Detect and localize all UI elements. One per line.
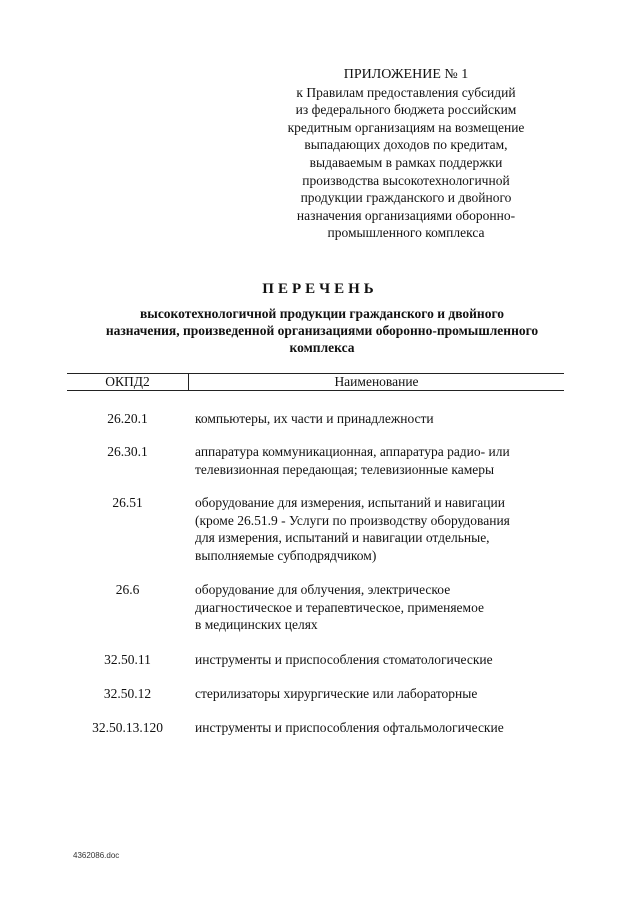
row-name-line: телевизионная передающая; телевизионные камеры — [195, 461, 495, 477]
row-name-line: инструменты и приспособления стоматологические — [195, 652, 493, 667]
row-code: 26.30.1 — [107, 444, 148, 459]
appendix-line: выдаваемым в рамках поддержки — [309, 154, 503, 170]
subtitle-line: высокотехнологичной продукции гражданского и двойного — [139, 306, 505, 321]
row-name-line: в медицинских целях — [195, 617, 318, 633]
column-header-name: Наименование — [334, 374, 419, 389]
row-name-line: инструменты и приспособления офтальмологические — [195, 720, 504, 735]
row-name — [195, 410, 564, 428]
row-code: 26.20.1 — [107, 411, 148, 426]
row-name-line: оборудование для облучения, электрическое — [195, 582, 451, 597]
row-code: 32.50.11 — [104, 652, 151, 667]
appendix-heading: ПРИЛОЖЕНИЕ № 1 — [343, 67, 469, 82]
row-code: 32.50.12 — [103, 686, 152, 701]
row-code: 32.50.13.120 — [92, 720, 163, 735]
row-name-line: диагностическое и терапевтическое, применяемое — [195, 599, 484, 615]
row-code: 26.51 — [112, 495, 143, 510]
row-name-line: компьютеры, их части и принадлежности — [195, 411, 434, 426]
appendix-line: выпадающих доходов по кредитам, — [304, 137, 508, 153]
table-header-row — [67, 373, 564, 391]
row-name-line: (кроме 26.51.9 - Услуги по производству оборудования — [195, 512, 510, 528]
appendix-line: назначения организациями оборонно- — [296, 207, 516, 223]
row-name-line: стерилизаторы хирургические или лабораторные — [195, 686, 478, 701]
row-name — [195, 443, 564, 478]
row-name-line: аппаратура коммуникационная, аппаратура радио- или — [195, 444, 510, 459]
appendix-line: продукции гражданского и двойного — [300, 190, 512, 206]
row-name-line: для измерения, испытаний и навигации отдельные, — [195, 530, 490, 546]
okpd2-table — [67, 373, 564, 735]
row-name — [195, 719, 564, 737]
document-subtitle — [62, 305, 582, 356]
column-header-code: ОКПД2 — [105, 374, 150, 389]
appendix-line: промышленного комплекса — [327, 225, 485, 241]
appendix-line: к Правилам предоставления субсидий — [296, 84, 516, 100]
row-name-line: выполняемые субподрядчиком) — [195, 547, 377, 563]
row-name-line: оборудование для измерения, испытаний и навигации — [195, 495, 505, 510]
row-name — [195, 581, 564, 634]
appendix-line: кредитным организациям на возмещение — [287, 119, 525, 135]
row-name — [195, 651, 564, 669]
document-title: ПЕРЕЧЕНЬ — [262, 281, 378, 297]
appendix-block — [268, 66, 544, 242]
file-reference: 4362086.doc — [73, 851, 120, 860]
row-code: 26.6 — [115, 582, 140, 597]
subtitle-line: назначения, произведенной организациями оборонно-промышленного — [105, 323, 539, 338]
appendix-line: производства высокотехнологичной — [302, 172, 510, 188]
subtitle-line: комплекса — [289, 340, 355, 355]
row-name — [195, 685, 564, 703]
row-name — [195, 494, 564, 564]
appendix-line: из федерального бюджета российским — [295, 102, 517, 118]
